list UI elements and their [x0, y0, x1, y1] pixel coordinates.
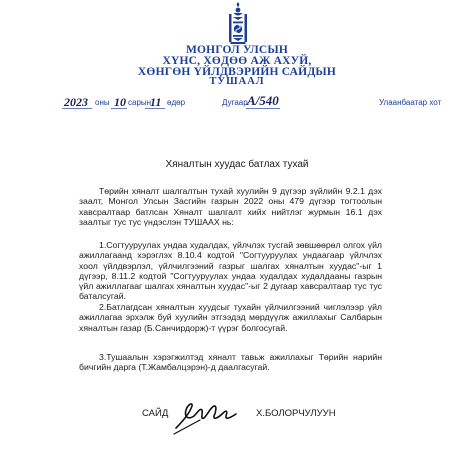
number-underline [246, 108, 280, 109]
handwritten-signature [170, 390, 250, 440]
day-suffix: өдөр [167, 98, 186, 107]
paragraph-3: 3.Тушаалын хэрэгжилтэд хяналт тавьж ажиллахыг Төрийн нарийн бичгийн дарга (Т.Жамбалцэрэн)-д даалгасугай. [79, 352, 382, 373]
header-line-3: ХӨНГӨН ҮЙЛДВЭРИЙН САЙДЫН [137, 66, 337, 78]
paragraph-preamble: Төрийн хяналт шалгалтын тухай хуулийн 9 дүгээр зүйлийн 9.2.1 дэх заалт, Монгол Улсын Засгийн газрын 2022 оны 479 дүгээр тогтоолын хавсралтаар батлсан Хяналт шалгалт хийх нийтлэг журмын 16.1 дэх заалтыг тус тус үндэслэн ТУШААХ нь: [79, 186, 382, 227]
header-line-2: ХҮНС, ХӨДӨӨ АЖ АХУЙ, [162, 55, 312, 67]
paragraph-2: 2.Батлагдсан хяналтын хуудсыг тухайн үйлчилгээний чиглэлээр үйл ажиллагаа эрхэлж буй хуулийн этгээдэд мөрдүүлж ажиллахыг Салбарын хяналтын газар (Б.Санчирдорж)-т үүрэг болгосугай. [79, 302, 382, 333]
number-label: Дугаар [222, 98, 248, 107]
month-underline [111, 108, 127, 109]
year-underline [62, 108, 92, 109]
signature-label: САЙД [142, 408, 169, 419]
city: Улаанбаатар хот [379, 98, 442, 107]
header-line-1: МОНГОЛ УЛСЫН [185, 44, 289, 56]
signatory-name: Х.БОЛОРЧУЛУУН [256, 408, 336, 419]
decree-year: 2023 [64, 95, 88, 109]
decree-day: 11 [150, 95, 162, 109]
decree-month: 10 [114, 95, 126, 109]
day-underline [145, 108, 165, 109]
paragraph-1: 1.Согтууруулах ундаа худалдах, үйлчлэх тусгай зөвшөөрөл олгох үйл ажиллагаанд хэрэглэх 8.10.4 кодтой "Согтууруулах ундаагаар үйлчлэх хоол үйлдвэрлэл, үйлчилгээний газрыг шалгах хяналтын хуудас"-ыг 1 дүгээр, 8.11.2 кодтой "Согтууруулах ундаа худалдах худалдааны газрын үйл ажиллагааг шалгах хяналтын хуудас"-ыг 2 дугаар хавсралтаар тус тус баталсугай. [79, 240, 382, 302]
header-line-4: ТУШААЛ [209, 76, 265, 87]
decree-number: А/540 [247, 93, 279, 108]
soyombo-emblem-icon [227, 2, 249, 44]
decree-title: Хяналтын хуудас батлах тухай [165, 159, 309, 170]
year-suffix: оны [95, 98, 110, 107]
decree-meta [0, 93, 474, 110]
month-suffix: сарын [128, 98, 152, 107]
